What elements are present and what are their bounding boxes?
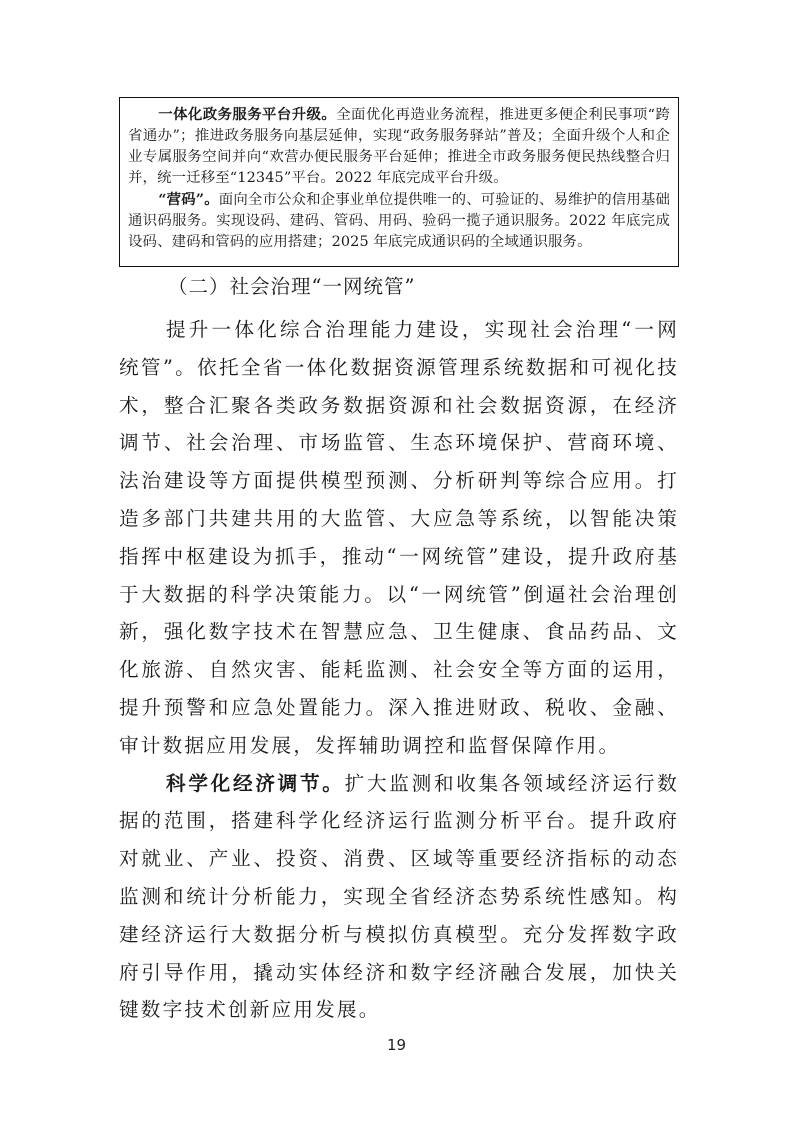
box-paragraph-code bbox=[128, 189, 670, 253]
highlight-box bbox=[119, 97, 679, 267]
box-paragraph-platform bbox=[128, 104, 670, 189]
body-text bbox=[119, 311, 679, 1029]
paragraph-governance: 提升一体化综合治理能力建设，实现社会治理“一网统管”。依托全省一体化数据资源管理系统数据和可视化技术，整合汇聚各类政务数据资源和社会数据资源，在经济调节、社会治理、市场监管、生态环境保护、营商环境、法治建设等方面提供模型预测、分析研判等综合应用。打造多部门共建共用的大监管、大应急等系统，以智能决策指挥中枢建设为抓手，推动“一网统管”建设，提升政府基于大数据的科学决策能力。以“一网统管”倒逼社会治理创新，强化数字技术在智慧应急、卫生健康、食品药品、文化旅游、自然灾害、能耗监测、社会安全等方面的运用，提升预警和应急处置能力。深入推进财政、税收、金融、审计数据应用发展，发挥辅助调控和监督保障作用。 bbox=[119, 318, 679, 757]
box-paragraph-platform-title: 一体化政务服务平台升级。 bbox=[158, 106, 337, 123]
box-paragraph-code-title: “营码”。 bbox=[158, 191, 219, 208]
paragraph-economic-text: 扩大监测和收集各领域经济运行数据的范围，搭建科学化经济运行监测分析平台。提升政府对就业、产业、投资、消费、区域等重要经济指标的动态监测和统计分析能力，实现全省经济态势系统性感知。构建经济运行大数据分析与模拟仿真模型。充分发挥数字政府引导作用，撬动实体经济和数字经济融合发展，加快关键数字技术创新应用发展。 bbox=[119, 771, 679, 1022]
box-paragraph-platform-text: 全面优化再造业务流程，推进更多便企利民事项“跨省通办”；推进政务服务向基层延伸，实现“政务服务驿站”普及；全面升级个人和企业专属服务空间并向“欢营办便民服务平台延伸；推进全市政务服务便民热线整合归并，统一迁移至“12345”平台。2022 年底完成平台升级。 bbox=[128, 107, 670, 186]
paragraph-economic-title: 科学化经济调节。 bbox=[166, 771, 345, 795]
paragraph-economic bbox=[119, 765, 679, 1030]
section-heading: （二）社会治理“一网统管” bbox=[168, 275, 416, 298]
page-number: 19 bbox=[386, 1036, 407, 1054]
box-paragraph-code-text: 面向全市公众和企事业单位提供唯一的、可验证的、易维护的信用基础通识码服务。实现设码、建码、管码、用码、验码一揽子通识服务。2022 年底完成设码、建码和管码的应用搭建；2025 年底完成通识码的全域通识服务。 bbox=[128, 192, 671, 250]
